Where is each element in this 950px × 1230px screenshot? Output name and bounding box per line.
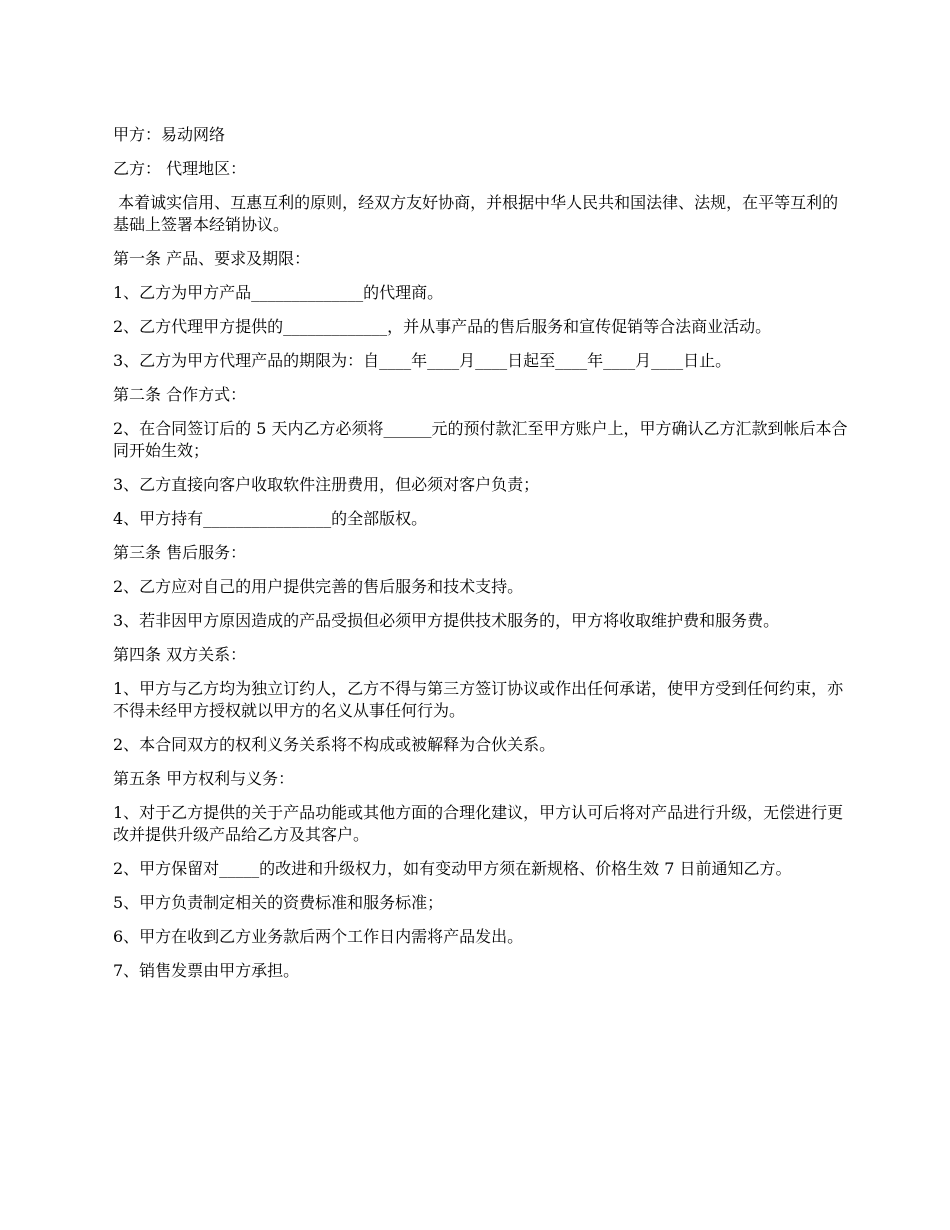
article-1-clause-2: 2、乙方代理甲方提供的_____________，并从事产品的售后服务和宣传促销等合法商业活动。 <box>113 317 772 336</box>
article-3-heading: 第三条 售后服务： <box>113 543 247 562</box>
article-3-clause-3: 3、若非因甲方原因造成的产品受损但必须甲方提供技术服务的，甲方将收取维护费和服务费。 <box>113 611 780 630</box>
article-4-clause-2: 2、本合同双方的权利义务关系将不构成或被解释为合伙关系。 <box>113 735 556 754</box>
article-4-heading: 第四条 双方关系： <box>113 645 247 664</box>
article-2-clause-4: 4、甲方持有________________的全部版权。 <box>113 509 428 528</box>
article-5-clause-6: 6、甲方在收到乙方业务款后两个工作日内需将产品发出。 <box>113 927 524 946</box>
party-a-line: 甲方：易动网络 <box>113 125 226 144</box>
article-5-clause-7: 7、销售发票由甲方承担。 <box>113 961 300 980</box>
article-3-clause-2: 2、乙方应对自己的用户提供完善的售后服务和技术支持。 <box>113 577 524 596</box>
party-b-line: 乙方： 代理地区： <box>113 159 247 178</box>
article-2-heading: 第二条 合作方式： <box>113 385 247 404</box>
article-2-clause-3: 3、乙方直接向客户收取软件注册费用，但必须对客户负责； <box>113 475 540 494</box>
article-1-clause-3: 3、乙方为甲方代理产品的期限为：自____年____月____日起至____年____月____日止。 <box>113 351 732 370</box>
article-5-clause-2: 2、甲方保留对_____的改进和升级权力，如有变动甲方须在新规格、价格生效 7 日前通知乙方。 <box>113 859 792 878</box>
contract-document <box>113 124 848 994</box>
article-5-clause-1: 1、对于乙方提供的关于产品功能或其他方面的合理化建议，甲方认可后将对产品进行升级，无偿进行更改并提供升级产品给乙方及其客户。 <box>113 803 844 844</box>
article-4-clause-1: 1、甲方与乙方均为独立订约人，乙方不得与第三方签订协议或作出任何承诺，使甲方受到任何约束，亦不得未经甲方授权就以甲方的名义从事任何行为。 <box>113 679 844 720</box>
article-5-heading: 第五条 甲方权利与义务： <box>113 769 295 788</box>
article-2-clause-2: 2、在合同签订后的 5 天内乙方必须将______元的预付款汇至甲方账户上，甲方确认乙方汇款到帐后本合同开始生效； <box>113 419 848 460</box>
preamble-paragraph: 本着诚实信用、互惠互利的原则，经双方友好协商，并根据中华人民共和国法律、法规，在平等互利的基础上签署本经销协议。 <box>113 193 839 234</box>
article-1-heading: 第一条 产品、要求及期限： <box>113 249 311 268</box>
article-1-clause-1: 1、乙方为甲方产品______________的代理商。 <box>113 283 444 302</box>
article-5-clause-5: 5、甲方负责制定相关的资费标准和服务标准； <box>113 893 444 912</box>
